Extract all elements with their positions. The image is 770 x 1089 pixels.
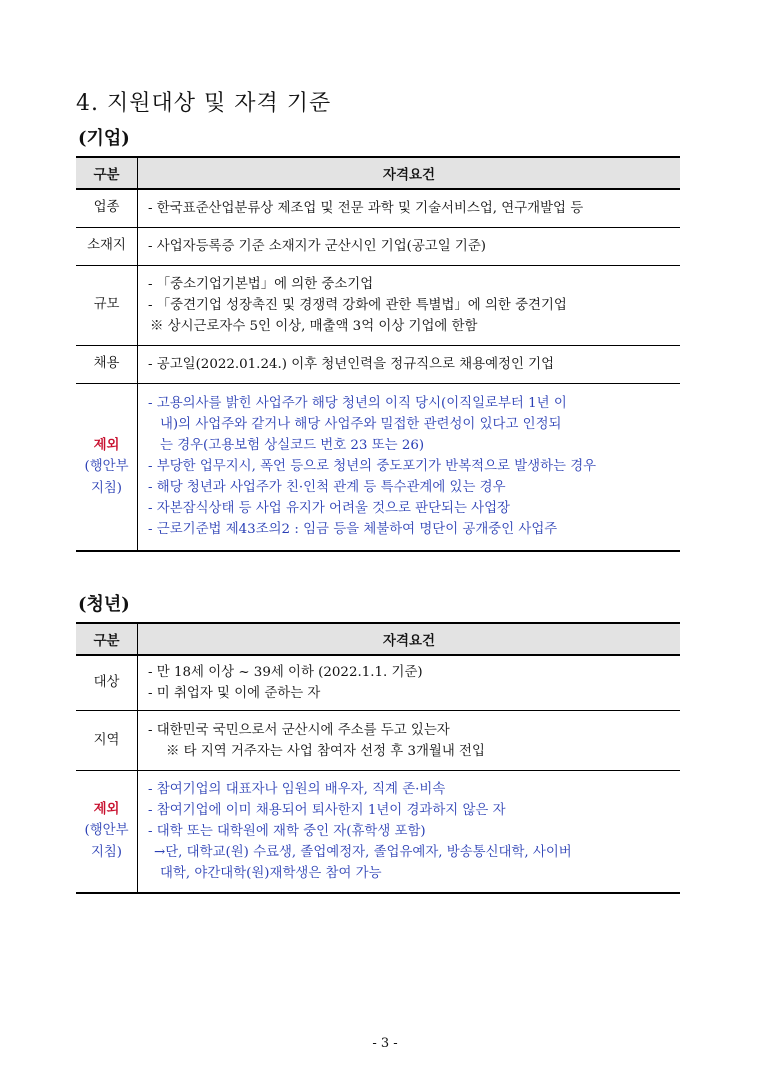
exclusion-line: →단, 대학교(원) 수료생, 졸업예정자, 졸업유예자, 방송통신대학, 사이버 <box>154 844 572 860</box>
section-heading: 4. 지원대상 및 자격 기준 <box>76 91 332 116</box>
table-row <box>76 655 680 711</box>
page-number: - 3 - <box>372 1036 398 1051</box>
exclusion-line: - 대학 또는 대학원에 재학 중인 자(휴학생 포함) <box>148 823 426 839</box>
row-requirement <box>138 265 681 345</box>
exclusion-line: - 고용의사를 밝힌 사업주가 해당 청년의 이직 당시(이직일로부터 1년 이 <box>148 396 567 412</box>
exclusion-sublabel: (행안부 <box>84 458 129 474</box>
table-row <box>76 711 680 771</box>
requirement-line: - 「중견기업 성장촉진 및 경쟁력 강화에 관한 특별법」에 의한 중견기업 <box>148 297 567 313</box>
exclusion-sublabel: 지침) <box>90 480 123 496</box>
requirement-line: - 미 취업자 및 이에 준하는 자 <box>148 686 321 701</box>
exclusion-line: - 부당한 업무지시, 폭언 등으로 청년의 중도포기가 반복적으로 발생하는 경우 <box>148 459 597 475</box>
exclusion-line: 는 경우(고용보험 상실코드 번호 23 또는 26) <box>160 438 425 454</box>
column-header-category: 구분 <box>76 623 138 655</box>
requirement-line: - 공고일(2022.01.24.) 이후 청년인력을 정규직으로 채용예정인 기업 <box>148 356 555 372</box>
exclusion-line: 내)의 사업주와 같거나 해당 사업주와 밀접한 관련성이 있다고 인정되 <box>160 417 562 433</box>
exclusion-label: 제외 <box>93 801 120 818</box>
exclusion-requirement <box>138 771 681 893</box>
table-row <box>76 227 680 265</box>
row-category: 대상 <box>76 655 138 711</box>
requirement-line: - 「중소기업기본법」에 의한 중소기업 <box>148 276 374 292</box>
column-header-requirement: 자격요건 <box>138 157 681 189</box>
requirement-note: ※ 상시근로자수 5인 이상, 매출액 3억 이상 기업에 한함 <box>150 318 478 334</box>
exclusion-line: - 해당 청년과 사업주가 친·인척 관계 등 특수관계에 있는 경우 <box>148 480 506 496</box>
exclusion-label: 제외 <box>93 436 120 453</box>
exclusion-sublabel: (행안부 <box>84 823 129 839</box>
row-category: 소재지 <box>76 227 138 265</box>
column-header-requirement: 자격요건 <box>138 623 681 655</box>
youth-section-title: (청년) <box>78 594 130 615</box>
exclusion-sublabel: 지침) <box>90 845 123 861</box>
row-category: 규모 <box>76 265 138 345</box>
exclusion-line: - 근로기준법 제43조의2 : 임금 등을 체불하여 명단이 공개중인 사업주 <box>148 522 558 538</box>
requirement-line: - 대한민국 국민으로서 군산시에 주소를 두고 있는자 <box>148 722 450 738</box>
table-row <box>76 265 680 345</box>
row-requirement <box>138 711 681 771</box>
exclusion-row <box>76 383 680 551</box>
company-section-title: (기업) <box>78 128 130 149</box>
row-category: 업종 <box>76 189 138 227</box>
exclusion-line: - 자본잠식상태 등 사업 유지가 어려울 것으로 판단되는 사업장 <box>148 501 510 517</box>
company-requirements-table <box>76 156 680 552</box>
table-row <box>76 345 680 383</box>
exclusion-line: 대학, 야간대학(원)재학생은 참여 가능 <box>160 865 382 881</box>
requirement-line: - 만 18세 이상 ~ 39세 이하 (2022.1.1. 기준) <box>148 665 423 680</box>
exclusion-row <box>76 771 680 893</box>
exclusion-requirement <box>138 383 681 551</box>
exclusion-line: - 참여기업의 대표자나 임원의 배우자, 직계 존·비속 <box>148 781 446 797</box>
table-row <box>76 189 680 227</box>
row-requirement <box>138 655 681 711</box>
row-category: 지역 <box>76 711 138 771</box>
requirement-line: - 사업자등록증 기준 소재지가 군산시인 기업(공고일 기준) <box>148 238 487 254</box>
exclusion-line: - 참여기업에 이미 채용되어 퇴사한지 1년이 경과하지 않은 자 <box>148 802 506 818</box>
row-requirement <box>138 189 681 227</box>
table-header-row <box>76 623 680 655</box>
row-requirement <box>138 345 681 383</box>
row-requirement <box>138 227 681 265</box>
exclusion-category <box>76 383 138 551</box>
row-category: 채용 <box>76 345 138 383</box>
requirement-note: ※ 타 지역 거주자는 사업 참여자 선정 후 3개월내 전입 <box>166 743 485 759</box>
column-header-category: 구분 <box>76 157 138 189</box>
requirement-line: - 한국표준산업분류상 제조업 및 전문 과학 및 기술서비스업, 연구개발업 등 <box>148 200 584 216</box>
youth-requirements-table <box>76 622 680 894</box>
table-header-row <box>76 157 680 189</box>
exclusion-category <box>76 771 138 893</box>
